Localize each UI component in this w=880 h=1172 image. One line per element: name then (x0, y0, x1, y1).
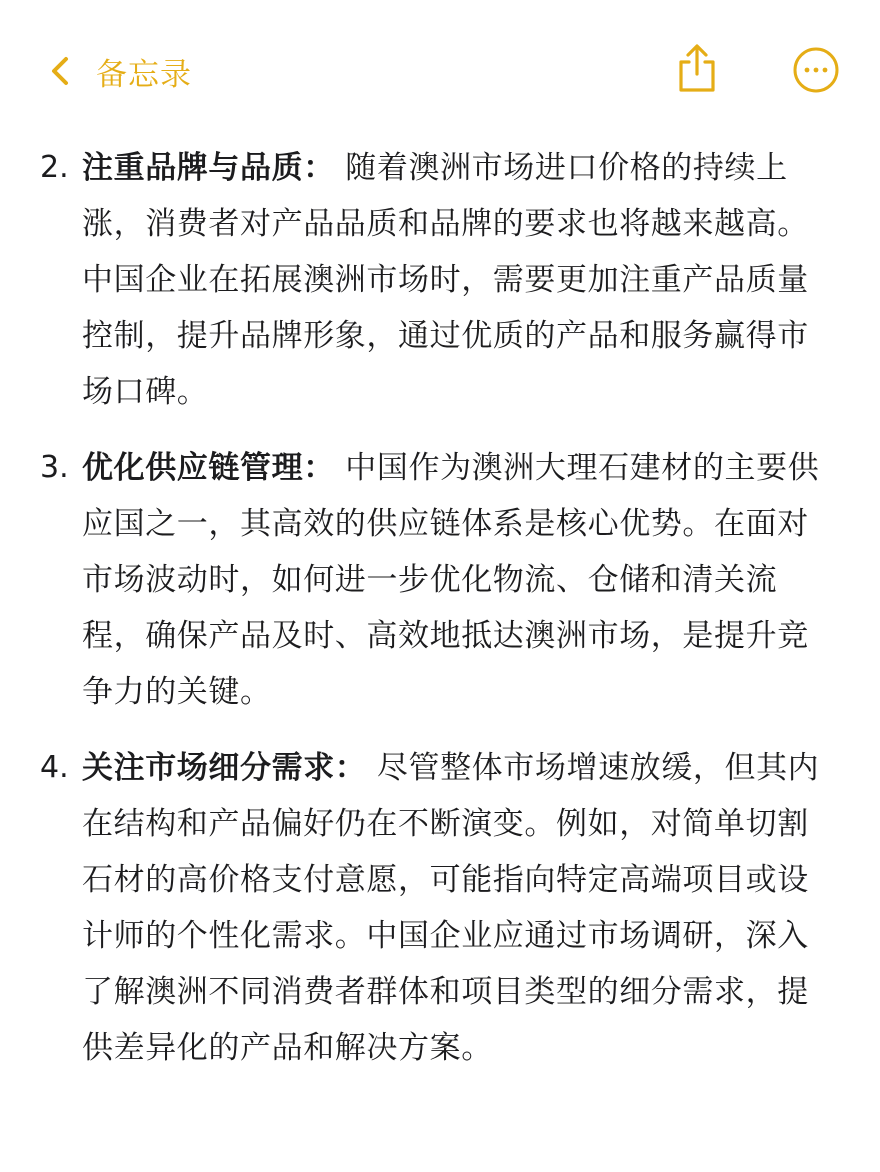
navigation-bar (0, 0, 880, 140)
list-item-number: 3. (40, 450, 69, 485)
list-item-text: 中国作为澳洲大理石建材的主要供应国之一，其高效的供应链体系是核心优势。在面对市场波动时，如何进一步优化物流、仓储和清关流程，确保产品及时、高效地抵达澳洲市场，是提升竞争力的关键。 (82, 450, 820, 710)
list-item (40, 140, 830, 420)
note-body[interactable] (40, 140, 830, 1096)
chevron-left-icon (46, 53, 76, 89)
list-item-number: 4. (40, 750, 69, 785)
back-button[interactable] (46, 46, 192, 96)
more-icon[interactable] (792, 46, 840, 94)
list-item-title: 注重品牌与品质： (82, 150, 335, 186)
list-item-body (82, 440, 830, 720)
list-item-body (82, 740, 830, 1076)
list-item-title: 优化供应链管理： (82, 450, 335, 486)
share-icon[interactable] (674, 42, 720, 94)
list-item-body (82, 140, 830, 420)
back-button-label: 备忘录 (96, 56, 192, 93)
list-item (40, 440, 830, 720)
list-item-number: 2. (40, 150, 69, 185)
list-item-text: 尽管整体市场增速放缓，但其内在结构和产品偏好仍在不断演变。例如，对简单切割石材的高价格支付意愿，可能指向特定高端项目或设计师的个性化需求。中国企业应通过市场调研，深入了解澳洲不同消费者群体和项目类型的细分需求，提供差异化的产品和解决方案。 (82, 750, 820, 1066)
list-item-text: 随着澳洲市场进口价格的持续上涨，消费者对产品品质和品牌的要求也将越来越高。中国企业在拓展澳洲市场时，需要更加注重产品质量控制，提升品牌形象，通过优质的产品和服务赢得市场口碑。 (82, 150, 809, 410)
list-item (40, 740, 830, 1076)
list-item-title: 关注市场细分需求： (82, 750, 367, 786)
